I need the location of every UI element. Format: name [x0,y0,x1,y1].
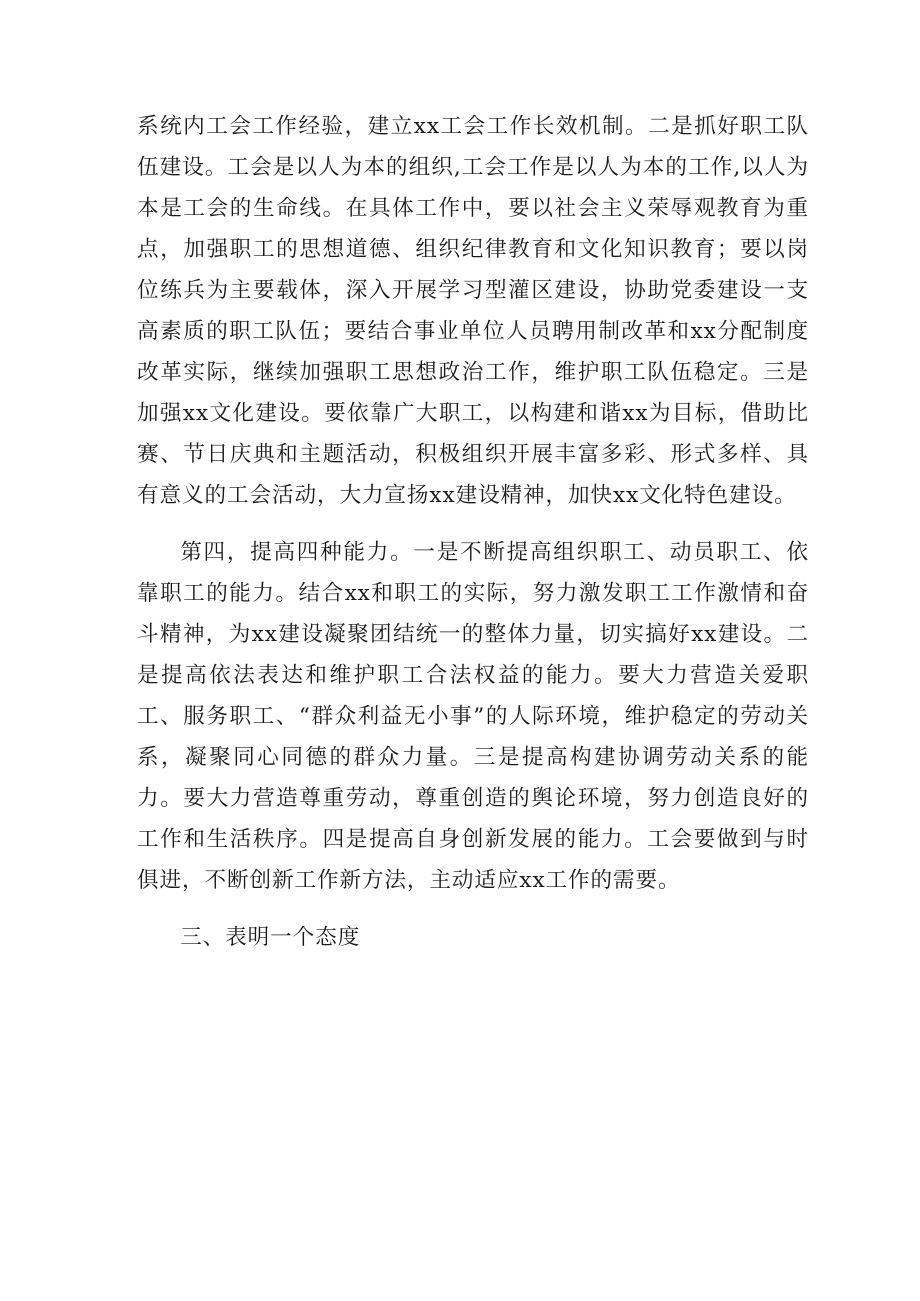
body-paragraph-fourth-point: 第四，提高四种能力。一是不断提高组织职工、动员职工、依靠职工的能力。结合xx和职工的实际，努力激发职工工作激情和奋斗精神，为xx建设凝聚团结统一的整体力量，切实搞好xx建设。二是提高依法表达和维护职工合法权益的能力。要大力营造关爱职工、服务职工、“群众利益无小事”的人际环境，维护稳定的劳动关系，凝聚同心同德的群众力量。三是提高构建协调劳动关系的能力。要大力营造尊重劳动，尊重创造的舆论环境，努力创造良好的工作和生活秩序。四是提高自身创新发展的能力。工会要做到与时俱进，不断创新工作新方法，主动适应xx工作的需要。 [137,540,809,893]
section-heading: 三、表明一个态度 [180,925,361,950]
document-page [137,106,809,958]
body-paragraph-continued: 系统内工会工作经验，建立xx工会工作长效机制。二是抓好职工队伍建设。工会是以人为本的组织,工会工作是以人为本的工作,以人为本是工会的生命线。在具体工作中，要以社会主义荣辱观教育为重点，加强职工的思想道德、组织纪律教育和文化知识教育；要以岗位练兵为主要载体，深入开展学习型灌区建设，协助党委建设一支高素质的职工队伍；要结合事业单位人员聘用制改革和xx分配制度改革实际，继续加强职工思想政治工作，维护职工队伍稳定。三是加强xx文化建设。要依靠广大职工，以构建和谐xx为目标，借助比赛、节日庆典和主题活动，积极组织开展丰富多彩、形式多样、具有意义的工会活动，大力宣扬xx建设精神，加快xx文化特色建设。 [137,114,809,508]
